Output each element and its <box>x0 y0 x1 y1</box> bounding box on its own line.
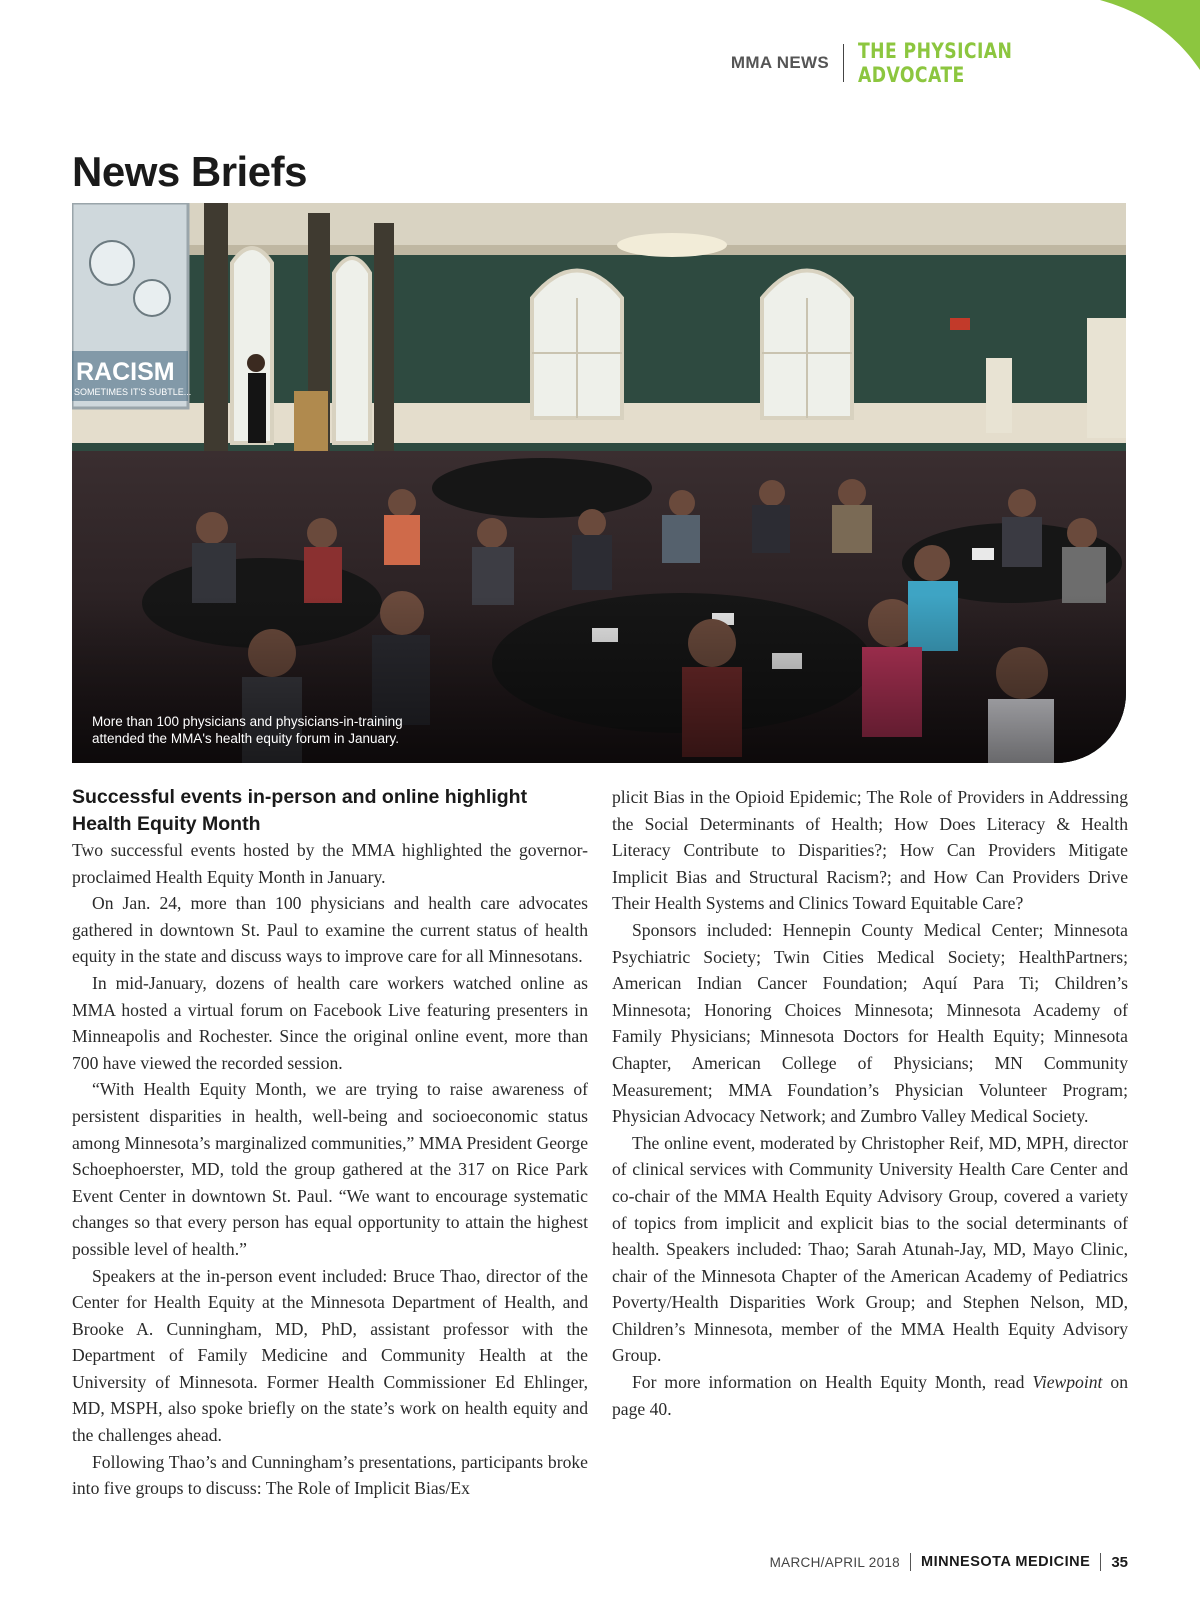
issue-date: MARCH/APRIL 2018 <box>769 1554 900 1570</box>
article-column-left <box>72 784 588 1502</box>
article-paragraph: The online event, moderated by Christopher Reif, MD, MPH, director of clinical services with Community University Health Care Center and co-chair of the MMA Health Equity Advisory Group, covered a variety of topics from implicit and explicit bias to the social determinants of health. Speakers included: Thao; Sarah Atunah-Jay, MD, Mayo Clinic, chair of the Minnesota Chapter of the American Academy of Pediatrics Poverty/Health Disparities Work Group; and Stephen Nelson, MD, Children’s Minnesota, member of the MMA Health Equity Advisory Group. <box>612 1132 1128 1366</box>
footer-divider <box>1100 1553 1101 1571</box>
column-title: THE PHYSICIAN ADVOCATE <box>858 39 1013 87</box>
footer-divider <box>910 1553 911 1571</box>
article-paragraph: Speakers at the in-person event included: Bruce Thao, director of the Center for Health Equity at the Minnesota Department of Health, and Brooke A. Cunningham, MD, PhD, assistant professor with the Department of Family Medicine and Community Health at the University of Minnesota. Former Health Commissioner Ed Ehlinger, MD, MSPH, also spoke briefly on the state’s work on health equity and the challenges ahead. <box>72 1265 588 1446</box>
event-photo-illustration <box>72 203 1126 763</box>
article-paragraph: On Jan. 24, more than 100 physicians and health care advocates gathered in downtown St. Paul to examine the current status of health equity in the state and discuss ways to improve care for all Minnesotans. <box>72 893 588 967</box>
closing-text: For more information on Health Equity Month, read <box>632 1372 1033 1393</box>
page-number: 35 <box>1111 1553 1128 1571</box>
page-title: News Briefs <box>72 148 307 195</box>
header-divider <box>843 44 844 82</box>
article-paragraph: In mid-January, dozens of health care workers watched online as MMA hosted a virtual forum on Facebook Live featuring presenters in Minneapolis and Rochester. Since the original online event, more than 700 have viewed the recorded session. <box>72 972 588 1073</box>
closing-paragraph <box>612 1369 1128 1422</box>
article-paragraph: Sponsors included: Hennepin County Medical Center; Minnesota Psychiatric Society; Twin Cities Medical Society; HealthPartners; American Indian Cancer Foundation; Aquí Para Ti; Children’s Minnesota; Honoring Choices Minnesota; Minnesota Academy of Family Physicians; Minnesota Doctors for Health Equity; Minnesota Chapter, American College of Physicians; MN Community Measurement; MMA Foundation’s Physician Volunteer Program; Physician Advocacy Network; and Zumbro Valley Medical Society. <box>612 919 1128 1127</box>
photo-caption <box>92 713 403 747</box>
running-header <box>730 39 1128 87</box>
article-headline: Successful events in-person and online highlight Health Equity Month <box>72 786 528 835</box>
caption-line: More than 100 physicians and physicians-in-training <box>92 714 403 729</box>
article-paragraph: plicit Bias in the Opioid Epidemic; The Role of Providers in Addressing the Social Determinants of Health; How Does Literacy & Health Literacy Contribute to Disparities?; How Can Providers Mitigate Implicit Bias and Structural Racism?; and How Can Providers Drive Their Health Systems and Clinics Toward Equitable Care? <box>612 787 1128 914</box>
page-footer <box>770 1553 1128 1571</box>
article-paragraph: Following Thao’s and Cunningham’s presentations, participants broke into five groups to discuss: The Role of Implicit Bias/Ex <box>72 1451 588 1499</box>
article-column-right <box>612 784 1128 1422</box>
caption-line: attended the MMA's health equity forum in January. <box>92 731 399 746</box>
viewpoint-reference: Viewpoint <box>1032 1372 1103 1393</box>
event-photo <box>72 203 1126 763</box>
article-paragraph: Two successful events hosted by the MMA highlighted the governor-proclaimed Health Equity Month in January. <box>72 840 588 887</box>
article-paragraph: “With Health Equity Month, we are trying to raise awareness of persistent disparities in health, well-being and socioeconomic status among Minnesota’s marginalized communities,” MMA President George Schoephoerster, MD, told the group gathered at the 317 on Rice Park Event Center in downtown St. Paul. “We want to encourage systematic changes so that every person has equal opportunity to attain the highest possible level of health.” <box>72 1079 588 1259</box>
magazine-name: MINNESOTA MEDICINE <box>921 1554 1091 1570</box>
section-label: MMA NEWS <box>730 53 829 72</box>
closing-text: on page 40. <box>612 1372 1128 1419</box>
